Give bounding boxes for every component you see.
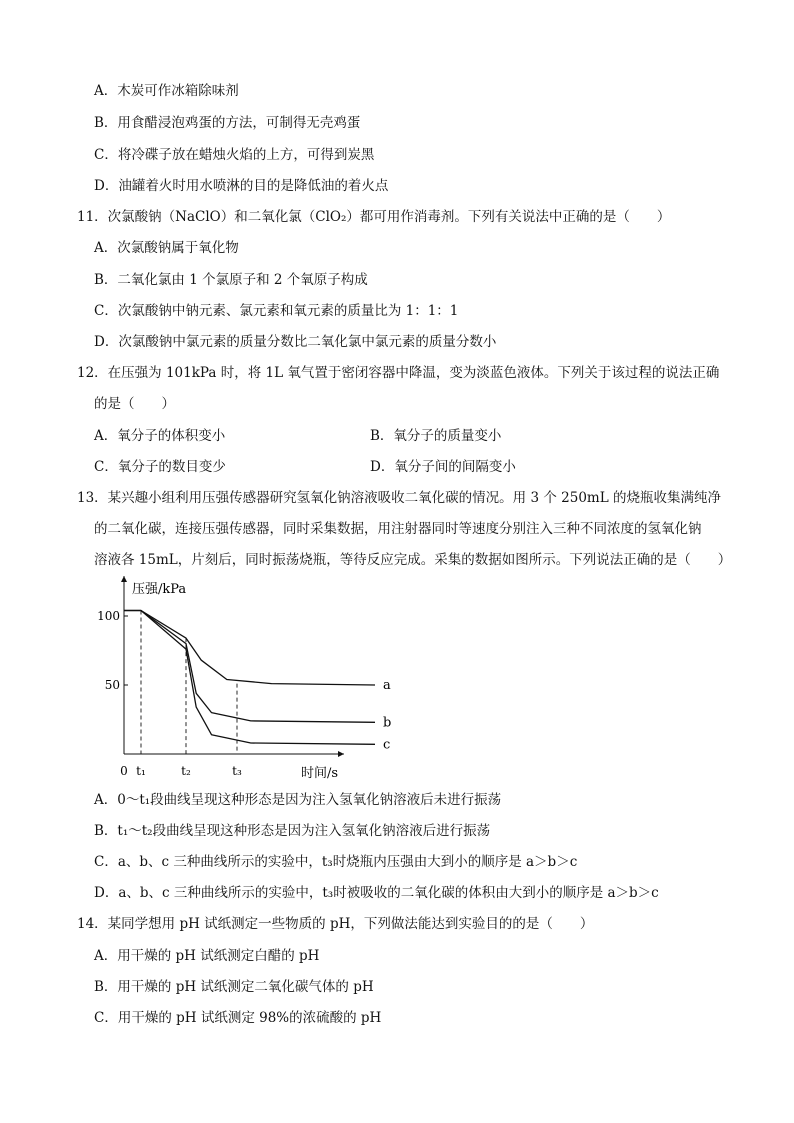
x-tick-label: t₂ <box>181 764 191 778</box>
q11-option-d: D．次氯酸钠中氯元素的质量分数比二氧化氯中氯元素的质量分数小 <box>94 334 497 350</box>
x-axis-label: 时间/s <box>301 766 339 781</box>
x-tick-label: 0 <box>120 764 128 778</box>
series-label-c: c <box>383 737 391 753</box>
series-line-c <box>124 611 375 745</box>
series-line-a <box>124 611 375 686</box>
y-tick-label: 100 <box>97 609 120 623</box>
q13-option-d: D．a、b、c 三种曲线所示的实验中，t₃时被吸收的二氧化碳的体积由大到小的顺序是 a＞b＞c <box>94 885 659 901</box>
series-line-b <box>124 611 375 723</box>
q11-option-c: C．次氯酸钠中钠元素、氯元素和氧元素的质量比为 1：1：1 <box>94 303 459 319</box>
q10-option-a: A．木炭可作冰箱除味剂 <box>94 83 239 99</box>
q14-option-c: C．用干燥的 pH 试纸测定 98%的浓硫酸的 pH <box>94 1010 382 1026</box>
guide-lines <box>141 610 237 754</box>
q11-option-a: A．次氯酸钠属于氧化物 <box>94 240 239 256</box>
x-tick-group <box>120 764 242 778</box>
q13-stem-line2: 的二氧化碳，连接压强传感器，同时采集数据，用注射器同时等速度分别注入三种不同浓度的氢氧化钠 <box>94 521 702 537</box>
q10-option-b: B．用食醋浸泡鸡蛋的方法，可制得无壳鸡蛋 <box>94 115 361 131</box>
q13-stem-line1: 13．某兴趣小组利用压强传感器研究氢氧化钠溶液吸收二氧化碳的情况。用 3 个 250mL 的烧瓶收集满纯净 <box>77 490 721 506</box>
q13-stem-line3: 溶液各 15mL，片刻后，同时振荡烧瓶，等待反应完成。采集的数据如图所示。下列说法正确的是（ ） <box>94 552 732 568</box>
pressure-chart <box>97 572 392 790</box>
q11-option-b: B．二氧化氯由 1 个氯原子和 2 个氧原子构成 <box>94 272 368 288</box>
series-group <box>124 611 391 753</box>
x-tick-label: t₃ <box>232 764 242 778</box>
q14-stem: 14．某同学想用 pH 试纸测定一些物质的 pH，下列做法能达到实验目的的是（ ） <box>77 916 594 932</box>
series-label-a: a <box>383 678 391 693</box>
y-tick-group <box>97 609 128 692</box>
q14-option-b: B．用干燥的 pH 试纸测定二氧化碳气体的 pH <box>94 979 374 995</box>
q12-option-d: D．氧分子间的间隔变小 <box>370 459 516 475</box>
q12-stem-line1: 12．在压强为 101kPa 时，将 1L 氧气置于密闭容器中降温，变为淡蓝色液体。下列关于该过程的说法正确 <box>77 365 720 381</box>
series-label-b: b <box>383 715 392 731</box>
q12-stem-line2: 的是（ ） <box>94 396 175 412</box>
q13-option-c: C．a、b、c 三种曲线所示的实验中，t₃时烧瓶内压强由大到小的顺序是 a＞b＞c <box>94 854 578 870</box>
y-axis-label: 压强/kPa <box>132 582 187 597</box>
q11-stem: 11．次氯酸钠（NaClO）和二氧化氯（ClO₂）都可用作消毒剂。下列有关说法中正确的是（ ） <box>77 209 671 225</box>
q12-option-c: C．氧分子的数目变少 <box>94 459 226 475</box>
q10-option-d: D．油罐着火时用水喷淋的目的是降低油的着火点 <box>94 178 389 194</box>
x-tick-label: t₁ <box>136 764 146 778</box>
q14-option-a: A．用干燥的 pH 试纸测定白醋的 pH <box>94 948 320 964</box>
q13-option-a: A．0～t₁段曲线呈现这种形态是因为注入氢氧化钠溶液后未进行振荡 <box>94 792 502 808</box>
q12-option-b: B．氧分子的质量变小 <box>370 428 502 444</box>
q12-option-a: A．氧分子的体积变小 <box>94 428 226 444</box>
y-tick-label: 50 <box>104 678 120 692</box>
q10-option-c: C．将冷碟子放在蜡烛火焰的上方，可得到炭黑 <box>94 147 375 163</box>
q13-option-b: B．t₁～t₂段曲线呈现这种形态是因为注入氢氧化钠溶液后进行振荡 <box>94 823 491 839</box>
